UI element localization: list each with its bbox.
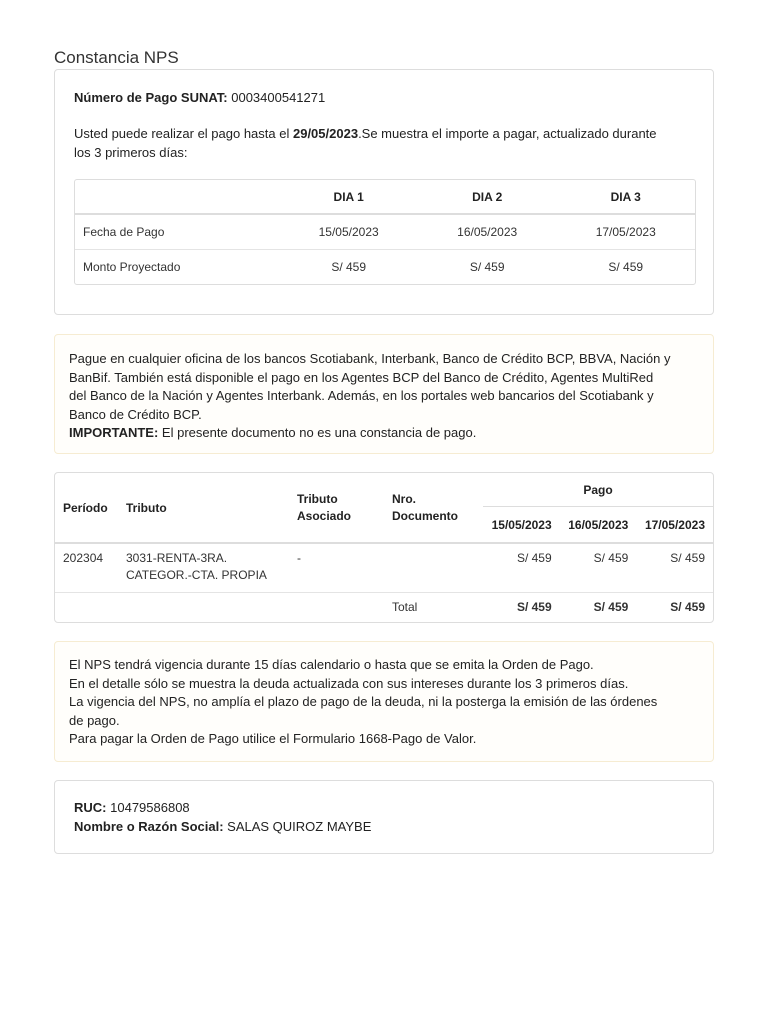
validity-line: La vigencia del NPS, no amplía el plazo de pago de la deuda, ni la posterga la emisión de las órdenes — [69, 694, 658, 709]
total-amount: S/ 459 — [636, 593, 713, 627]
validity-line: Para pagar la Orden de Pago utilice el Formulario 1668-Pago de Valor. — [69, 731, 477, 746]
taxpayer-panel — [54, 780, 714, 854]
projection-header-row — [75, 180, 695, 215]
cell-associated: - — [297, 551, 301, 565]
validity-notice — [54, 641, 714, 762]
header-period: Período — [63, 500, 108, 515]
total-row — [55, 593, 713, 627]
page-title: Constancia NPS — [54, 48, 179, 67]
header-tribute: Tributo — [126, 500, 167, 515]
validity-line: En el detalle sólo se muestra la deuda actualizada con sus intereses durante los 3 primeros días. — [69, 675, 629, 691]
taxpayer-name-value: SALAS QUIROZ MAYBE — [227, 819, 372, 834]
header-associated-line2: Asociado — [297, 509, 352, 523]
important-label: IMPORTANTE: — [69, 425, 159, 440]
cell-document — [384, 543, 483, 593]
projection-table — [74, 179, 696, 285]
projection-row-payment-date — [75, 215, 695, 249]
deadline-intro-text: Usted puede realizar el pago hasta el — [74, 126, 293, 141]
header-date: 15/05/2023 — [483, 507, 560, 544]
total-empty-cell — [289, 593, 384, 627]
detail-header-row — [55, 473, 713, 507]
cell-amount: S/ 459 — [670, 551, 705, 565]
payment-locations-line: del Banco de la Nación y Agentes Interbank. Además, en los portales web bancarios del Scotiabank y — [69, 388, 654, 403]
nps-number-label: Número de Pago SUNAT: — [74, 90, 228, 105]
cell-tribute-line2: CATEGOR.-CTA. PROPIA — [126, 568, 267, 582]
projection-header-empty — [75, 180, 279, 215]
header-associated-line1: Tributo — [297, 492, 338, 506]
validity-line: de pago. — [69, 712, 120, 728]
header-document-number — [384, 473, 483, 543]
important-note — [69, 424, 699, 443]
header-document-line1: Nro. — [392, 492, 416, 506]
detail-table — [55, 473, 713, 626]
projection-cell: 16/05/2023 — [457, 225, 518, 239]
payment-locations-notice — [54, 334, 714, 454]
projection-header-day3: DIA 3 — [556, 180, 695, 215]
projection-row-label: Fecha de Pago — [83, 225, 165, 239]
projection-cell: 17/05/2023 — [595, 225, 656, 239]
projection-cell: 15/05/2023 — [318, 225, 379, 239]
nps-number-line — [74, 88, 694, 107]
ruc-value: 10479586808 — [110, 800, 190, 815]
header-associated-tribute — [289, 473, 384, 543]
taxpayer-name-line — [74, 817, 694, 836]
deadline-intro-continuation: .Se muestra el importe a pagar, actualizado durante — [358, 126, 657, 141]
validity-line: El NPS tendrá vigencia durante 15 días calendario o hasta que se emita la Orden de Pago. — [69, 657, 594, 672]
nps-panel — [54, 69, 714, 315]
payment-locations-line: Pague en cualquier oficina de los bancos Scotiabank, Interbank, Banco de Crédito BCP, BBVA, Nación y — [69, 351, 671, 366]
total-empty-cell — [118, 593, 289, 627]
deadline-intro-line2: los 3 primeros días: — [74, 145, 188, 160]
nps-number-value: 0003400541271 — [231, 90, 326, 105]
total-label: Total — [384, 593, 483, 627]
total-amount: S/ 459 — [560, 593, 637, 627]
projection-row-label: Monto Proyectado — [75, 249, 279, 284]
header-date: 17/05/2023 — [636, 507, 713, 544]
important-text: El presente documento no es una constancia de pago. — [158, 425, 477, 440]
cell-period: 202304 — [63, 551, 104, 565]
projection-cell: S/ 459 — [279, 249, 418, 284]
payment-deadline-date: 29/05/2023 — [292, 126, 359, 141]
projection-cell: S/ 459 — [556, 249, 695, 284]
ruc-line — [74, 798, 694, 817]
payment-locations-line: Banco de Crédito BCP. — [69, 406, 202, 422]
cell-amount: S/ 459 — [516, 551, 552, 565]
header-payment: Pago — [483, 473, 713, 507]
total-amount: S/ 459 — [483, 593, 560, 627]
ruc-label: RUC: — [74, 800, 107, 815]
payment-locations-line: BanBif. También está disponible el pago en los Agentes BCP del Banco de Crédito, Agentes MultiRed — [69, 369, 654, 385]
total-empty-cell — [55, 593, 118, 627]
detail-panel — [54, 472, 714, 623]
projection-row-projected-amount — [75, 249, 695, 284]
projection-cell: S/ 459 — [418, 249, 557, 284]
projection-header-day1: DIA 1 — [279, 180, 418, 215]
cell-amount: S/ 459 — [593, 551, 629, 565]
taxpayer-name-label: Nombre o Razón Social: — [74, 819, 224, 834]
header-document-line2: Documento — [392, 509, 458, 523]
payment-deadline-text — [74, 124, 694, 143]
cell-tribute-line1: 3031-RENTA-3RA. — [126, 551, 228, 565]
projection-header-day2: DIA 2 — [418, 180, 557, 215]
header-date: 16/05/2023 — [560, 507, 637, 544]
cell-tribute — [118, 543, 289, 593]
table-row — [55, 543, 713, 593]
